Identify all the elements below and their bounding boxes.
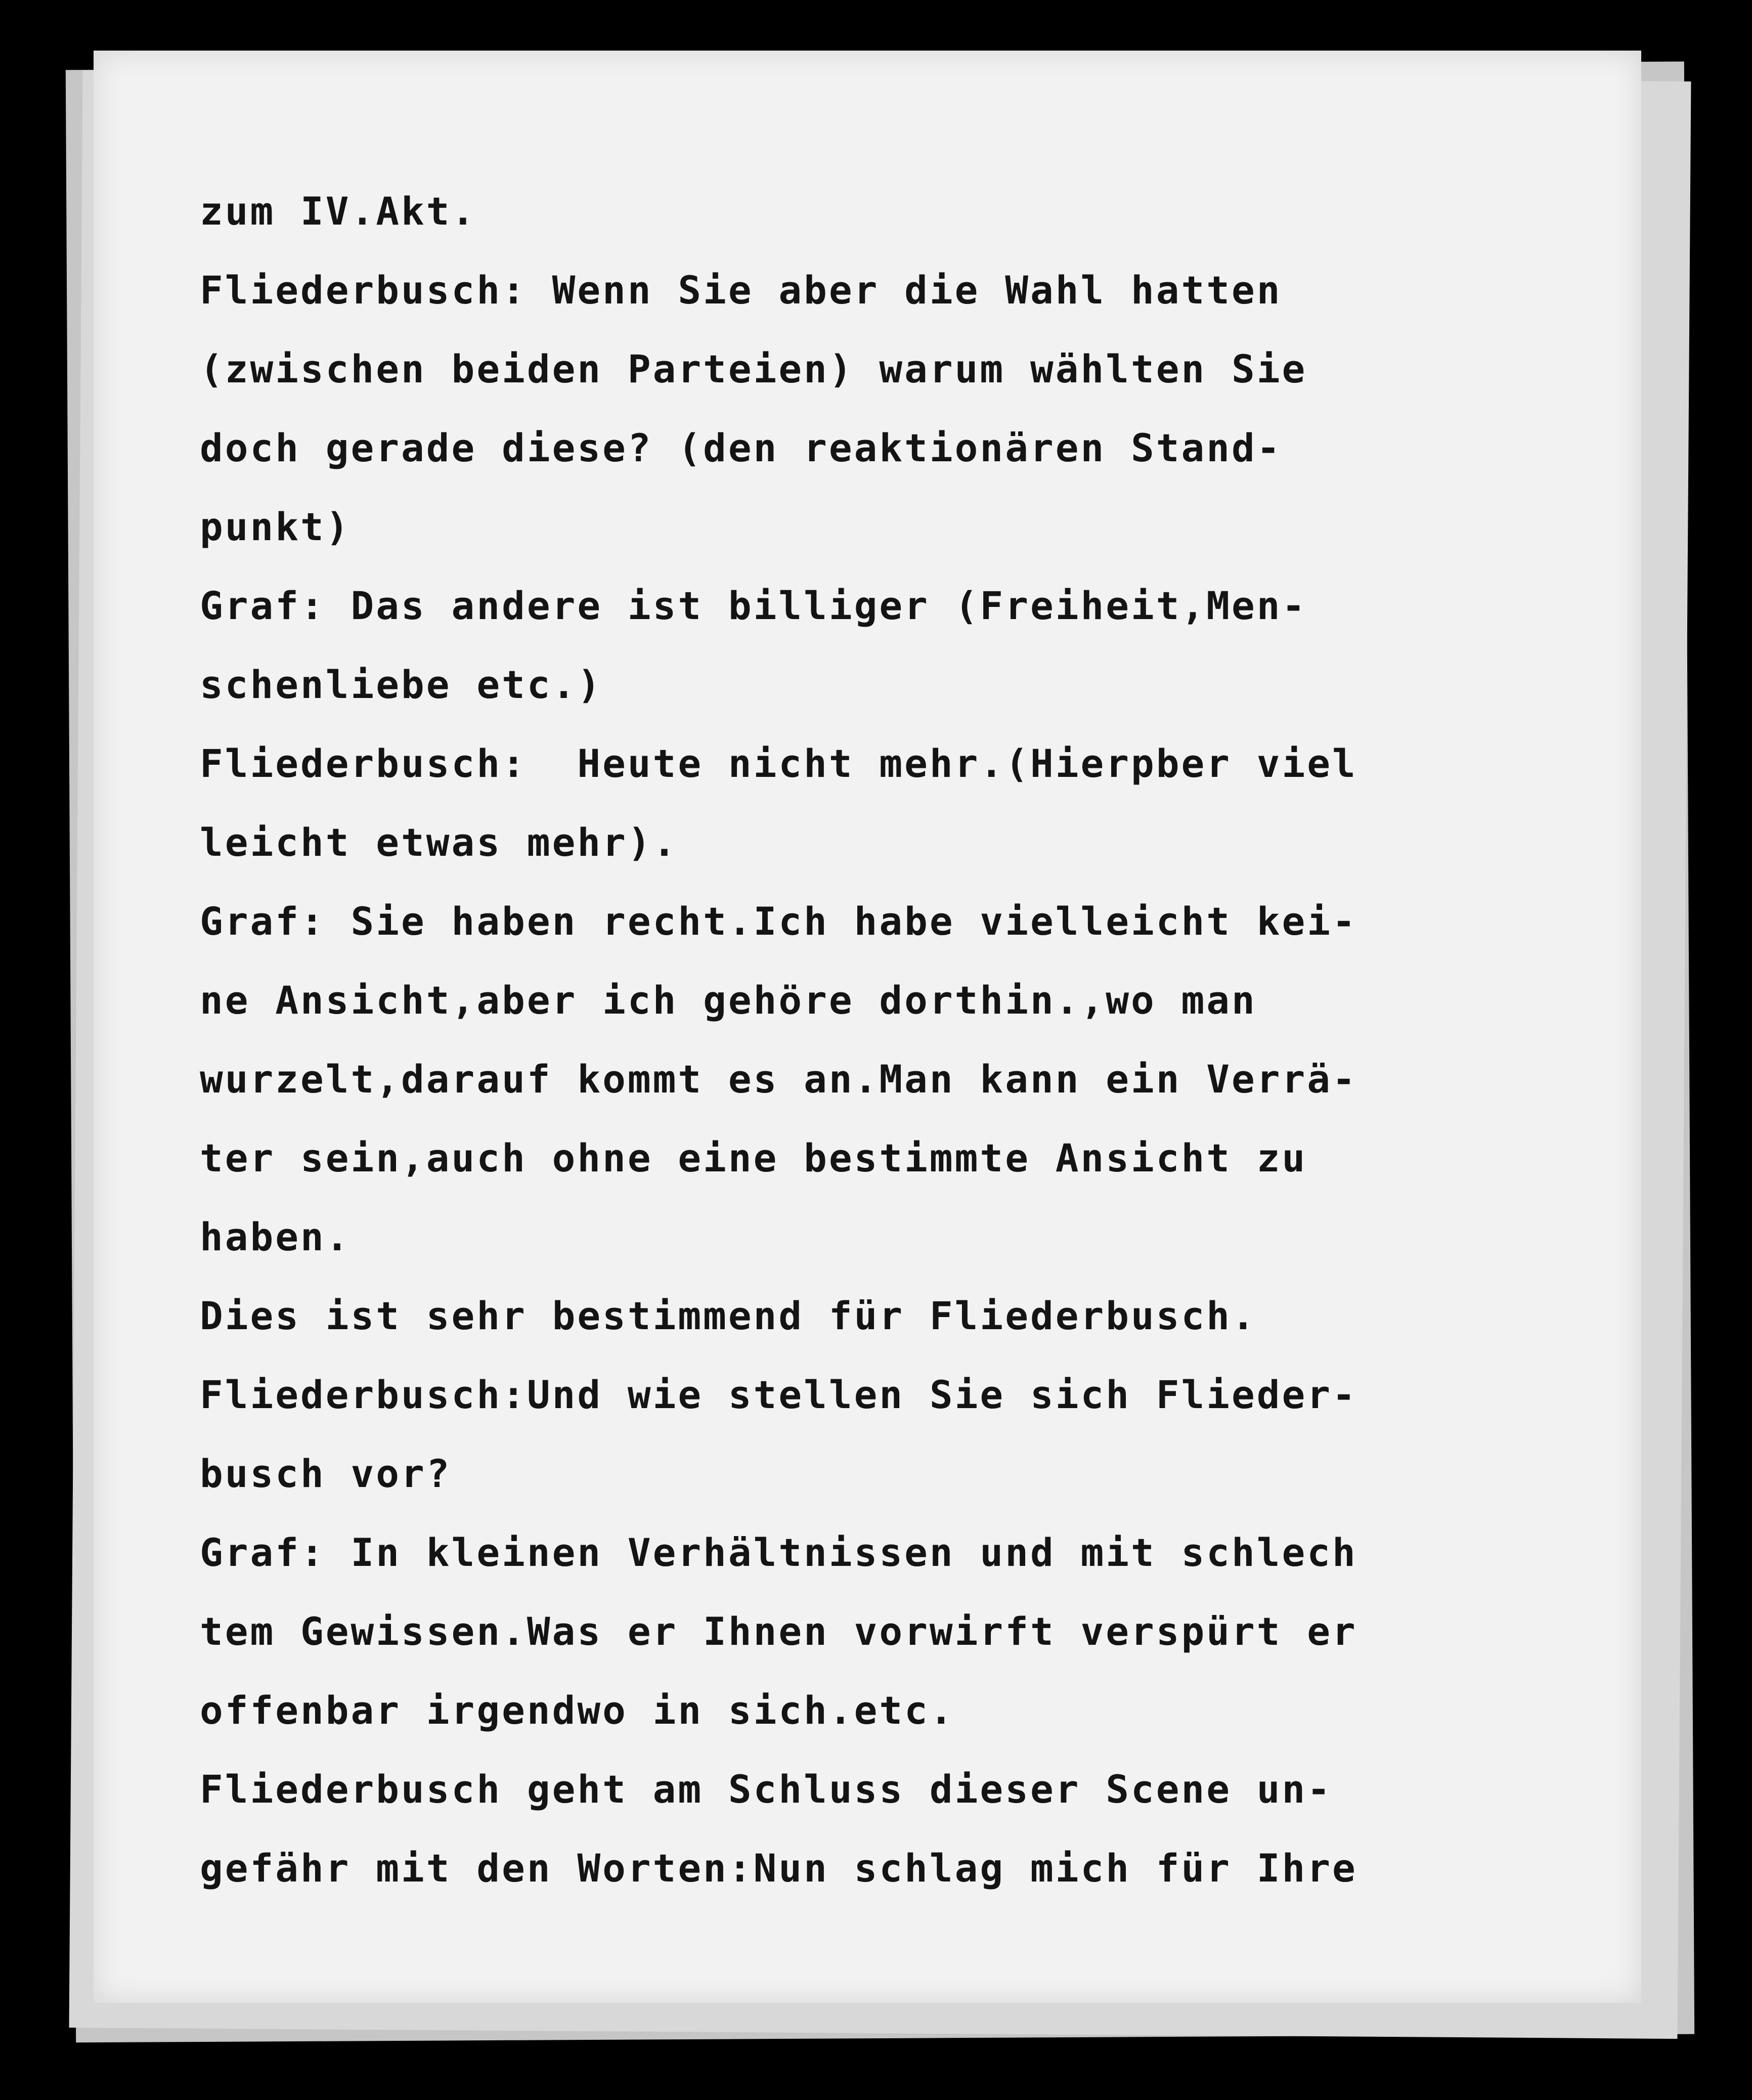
text-line: offenbar irgendwo in sich.etc. [200, 1688, 955, 1733]
text-line: haben. [200, 1214, 351, 1259]
text-line: ter sein,auch ohne eine bestimmte Ansicht zu [200, 1135, 1307, 1180]
text-line: (zwischen beiden Parteien) warum wählten Sie [200, 346, 1307, 391]
text-line: tem Gewissen.Was er Ihnen vorwirft verspürt er [200, 1609, 1357, 1654]
text-line: Graf: Das andere ist billiger (Freiheit,Men- [200, 583, 1307, 628]
typed-text-block [200, 172, 1565, 1908]
text-line: doch gerade diese? (den reaktionären Stand- [200, 425, 1282, 470]
text-line: zum IV.Akt. [200, 189, 477, 234]
text-line: busch vor? [200, 1451, 452, 1496]
text-line: schenliebe etc.) [200, 662, 603, 707]
text-line: wurzelt,darauf kommt es an.Man kann ein Verrä- [200, 1057, 1357, 1102]
text-line: Graf: Sie haben recht.Ich habe vielleicht kei- [200, 899, 1357, 944]
text-line: leicht etwas mehr). [200, 820, 678, 865]
text-line: ne Ansicht,aber ich gehöre dorthin.,wo man [200, 978, 1257, 1023]
text-line: Fliederbusch geht am Schluss dieser Scene un- [200, 1767, 1333, 1812]
text-line: Fliederbusch: Wenn Sie aber die Wahl hatten [200, 268, 1282, 313]
text-line: Graf: In kleinen Verhältnissen und mit schlech [200, 1530, 1357, 1575]
text-line: punkt) [200, 504, 351, 549]
text-line: Fliederbusch: Heute nicht mehr.(Hierpber viel [200, 741, 1357, 786]
text-line: Dies ist sehr bestimmend für Fliederbusch. [200, 1293, 1257, 1338]
text-line: gefähr mit den Worten:Nun schlag mich für Ihre [200, 1846, 1357, 1891]
text-line: Fliederbusch:Und wie stellen Sie sich Flieder- [200, 1372, 1357, 1417]
